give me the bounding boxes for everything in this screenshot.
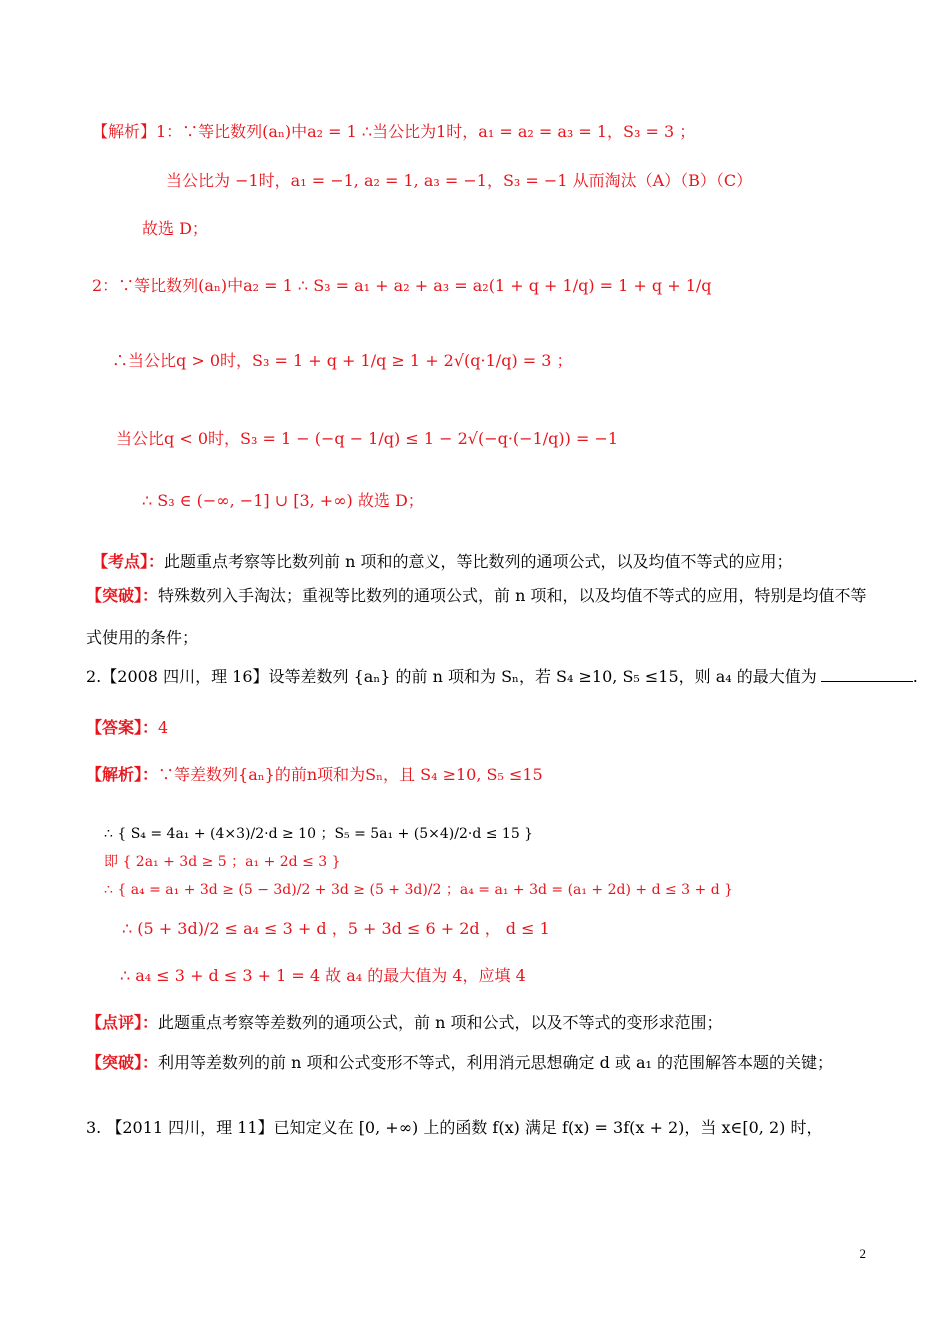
breakthrough-line-2: 式使用的条件； bbox=[86, 628, 199, 647]
problem-3-statement: 3. 【2011 四川，理 11】已知定义在 [0, +∞) 上的函数 f(x) 满足 f(x) = 3f(x + 2)，当 x∈[0, 2) 时， bbox=[86, 1118, 823, 1137]
analysis-tag: 【解析】： bbox=[86, 765, 159, 784]
solution-2-case-positive: ∴当公比q > 0时，S₃ = 1 + q + 1/q ≥ 1 + 2√(q·1/q) = 3 ； bbox=[112, 351, 573, 370]
page-number: 2 bbox=[859, 1246, 866, 1261]
system-2: 即 { 2a₁ + 3d ≥ 5 ；a₁ + 2d ≤ 3 } bbox=[104, 854, 341, 870]
key-point-line bbox=[92, 551, 793, 573]
analysis-text: ∵等差数列{aₙ}的前n项和为Sₙ，且 S₄ ≥10, S₅ ≤15 bbox=[158, 765, 543, 784]
solution-2-range: ∴ S₃ ∈ (−∞, −1] ∪ [3, +∞) 故选 D； bbox=[142, 491, 424, 510]
system-1: ∴ { S₄ = 4a₁ + (4×3)/2·d ≥ 10 ；S₅ = 5a₁ + (5×4)/2·d ≤ 15 } bbox=[104, 826, 534, 842]
breakthrough-text: 特殊数列入手淘汰；重视等比数列的通项公式，前 n 项和，以及均值不等式的应用，特别是均值不等 bbox=[158, 586, 867, 605]
analysis-conclusion: ∴ a₄ ≤ 3 + d ≤ 3 + 1 = 4 故 a₄ 的最大值为 4，应填 4 bbox=[120, 966, 526, 985]
answer-value: 4 bbox=[158, 718, 169, 737]
solution-1-case-negative: 当公比为 −1时，a₁ = −1, a₂ = 1, a₃ = −1，S₃ = −1 从而淘汰（A）（B）（C） bbox=[166, 171, 753, 190]
answer-tag: 【答案】： bbox=[86, 718, 159, 737]
comment-tag: 【点评】： bbox=[86, 1013, 159, 1032]
breakthrough-2-tag: 【突破】： bbox=[86, 1053, 159, 1072]
comment-text: 此题重点考察等差数列的通项公式，前 n 项和公式，以及不等式的变形求范围； bbox=[158, 1013, 723, 1032]
breakthrough-2-line bbox=[86, 1052, 833, 1074]
key-point-tag: 【考点】： bbox=[92, 552, 165, 571]
problem-2-text: 2.【2008 四川，理 16】设等差数列 {aₙ} 的前 n 项和为 Sₙ，若 S₄ ≥10, S₅ ≤15，则 a₄ 的最大值为 bbox=[86, 667, 817, 686]
system-3: ∴ { a₄ = a₁ + 3d ≥ (5 − 3d)/2 + 3d ≥ (5 + 3d)/2 ；a₄ = a₁ + 3d = (a₁ + 2d) + d ≤ 3 + d } bbox=[104, 882, 734, 898]
problem-2-end: . bbox=[912, 667, 918, 686]
solution-2-case-negative: 当公比q < 0时，S₃ = 1 − (−q − 1/q) ≤ 1 − 2√(−q·(−1/q)) = −1 bbox=[116, 429, 619, 448]
solution-1-line: 【解析】1：∵等比数列(aₙ)中a₂ = 1 ∴当公比为1时，a₁ = a₂ = a₃ = 1，S₃ = 3 ； bbox=[92, 122, 696, 141]
problem-2-statement bbox=[86, 666, 918, 688]
breakthrough-tag: 【突破】： bbox=[86, 586, 159, 605]
answer-blank bbox=[821, 667, 913, 682]
comment-line bbox=[86, 1012, 723, 1034]
solution-1-answer: 故选 D； bbox=[142, 219, 208, 238]
analysis-line bbox=[86, 764, 543, 786]
analysis-inequality: ∴ (5 + 3d)/2 ≤ a₄ ≤ 3 + d ，5 + 3d ≤ 6 + 2d ， d ≤ 1 bbox=[122, 919, 550, 938]
answer-line bbox=[86, 717, 168, 739]
breakthrough-line-1 bbox=[86, 585, 867, 607]
key-point-text: 此题重点考察等比数列前 n 项和的意义，等比数列的通项公式，以及均值不等式的应用； bbox=[164, 552, 793, 571]
solution-2-line: 2：∵等比数列(aₙ)中a₂ = 1 ∴ S₃ = a₁ + a₂ + a₃ = a₂(1 + q + 1/q) = 1 + q + 1/q bbox=[92, 276, 712, 295]
breakthrough-2-text: 利用等差数列的前 n 项和公式变形不等式，利用消元思想确定 d 或 a₁ 的范围解答本题的关键； bbox=[158, 1053, 834, 1072]
